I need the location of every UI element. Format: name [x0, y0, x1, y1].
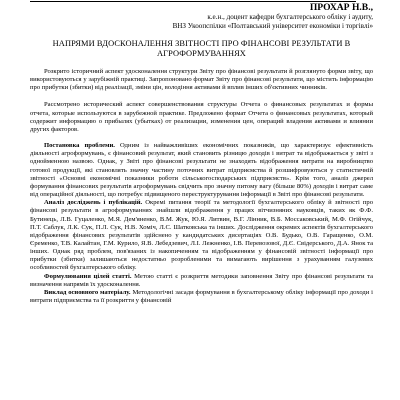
author-block	[30, 0, 373, 31]
section-analysis-text: Окремі питання теорії та методології бухгалтерського обліку й звітності про фінансові результати в агроформуваннях знайшли відображення у працях вітчизняних науковців, таких як Ф.Ф. Бутинець, Л.В. Гуцаленко, М.Я. Дем'яненко, В.М. Жук, Ю.Я. Литвин, В.Г. Лінник, В.Б. Моссаковський, М.Ф. Огійчук, П.Т. Саблук, Л.К. Сук, П.Л. Сук, Н.В. Хоміч, Л.С. Шатковська та інших. Дослідження окремих аспектів бухгалтерського відображення фінансових результатів здійснено у кандидатських дисертаціях О.В. Будько, О.В. Гаращенко, О.М. Єременко, Т.В. Калайтан, Г.М. Курило, Я.В. Лебедзевич, Л.І. Лежненко, І.В. Перевозової, Д.Є. Свідерського, Д.А. Янок та інших. Однак ряд проблем, пов'язаних із накопиченням та відображенням у фінансовій звітності інформації про прибутки (збитки) залишаються недостатньо розробленими та вимагають вирішення з урахуванням галузевих особливостей бухгалтерського обліку.	[30, 199, 373, 272]
section-problem	[30, 142, 373, 199]
author-position: к.е.н., доцент кафедри бухгалтерського обліку і аудиту,	[207, 13, 373, 21]
section-problem-heading: Постановка проблеми.	[44, 142, 115, 150]
section-goals-heading: Формулювання цілей статті.	[44, 272, 132, 280]
section-goals	[30, 273, 373, 289]
author-affiliation: ВНЗ Укоопспілки «Полтавський університет економіки і торгівлі»	[172, 22, 373, 30]
section-problem-text: Одним із найважливіших економічних показників, що характеризує ефективність діяльності агроформувань, є фінансовий результат, який становить різницю доходів і витрат та відображається у звіті з однойменною назвою. Однак, у Звіті про фінансові результати не знаходять відображення витрати на виробництво готової продукції, які становлять значну частину поточних витрат підприємства й розшифровуються у статистичній звітності «Основні економічні показники роботи сільськогосподарських підприємств». Крім того, аналіз джерел формування фінансових результатів агроформувань свідчить про значну питому вагу (більше 80%) доходів і витрат саме від операційної діяльності, що потребує підвищеного переструктурування інформації в Звіті про фінансові результати.	[30, 142, 373, 199]
abstract-ukrainian: Розкрито історичний аспект удосконалення структури Звіту про фінансові результати й розглянуто форми звіту, що використовуються у зарубіжній практиці. Запропоновано формат Звіту про фінансові результати, що містить інформацію про прибутки (збитки) від реалізації, зміни цін, володіння активами й вплив інших об'єктивних чинників.	[30, 68, 373, 92]
article-title: НАПРЯМИ ВДОСКОНАЛЕННЯ ЗВІТНОСТІ ПРО ФІНАНСОВІ РЕЗУЛЬТАТИ В АГРОФОРМУВАННЯХ	[52, 39, 351, 58]
section-main-heading: Виклад основного матеріалу.	[44, 288, 131, 296]
abstract-russian: Рассмотрено исторический аспект совершенствования структуры Отчета о финансовых результатах и формы отчета, которые используются в зарубежной практике. Предложено формат Отчета о финансовых результатах, который содержит информацию о прибылях (убытках) от реализации, изменения цен, операций владения активами и влиянии других факторов.	[30, 101, 373, 133]
section-goals-text: Метою статті є розкриття методики заповнення Звіту про фінансові результати та визначення напрямів їх удосконалення.	[30, 272, 373, 288]
spacer	[30, 134, 373, 142]
section-analysis-heading: Аналіз досліджень і публікацій.	[44, 199, 143, 207]
section-main	[30, 289, 373, 305]
section-analysis	[30, 199, 373, 272]
author-name: ПРОХАР Н.В.,	[309, 2, 373, 13]
header-rule	[30, 1, 356, 2]
section-main-text: Методологічні засади формування в бухгалтерському обліку інформації про доходи і витрати підприємства та її розкриття у фінансовій	[30, 288, 374, 305]
